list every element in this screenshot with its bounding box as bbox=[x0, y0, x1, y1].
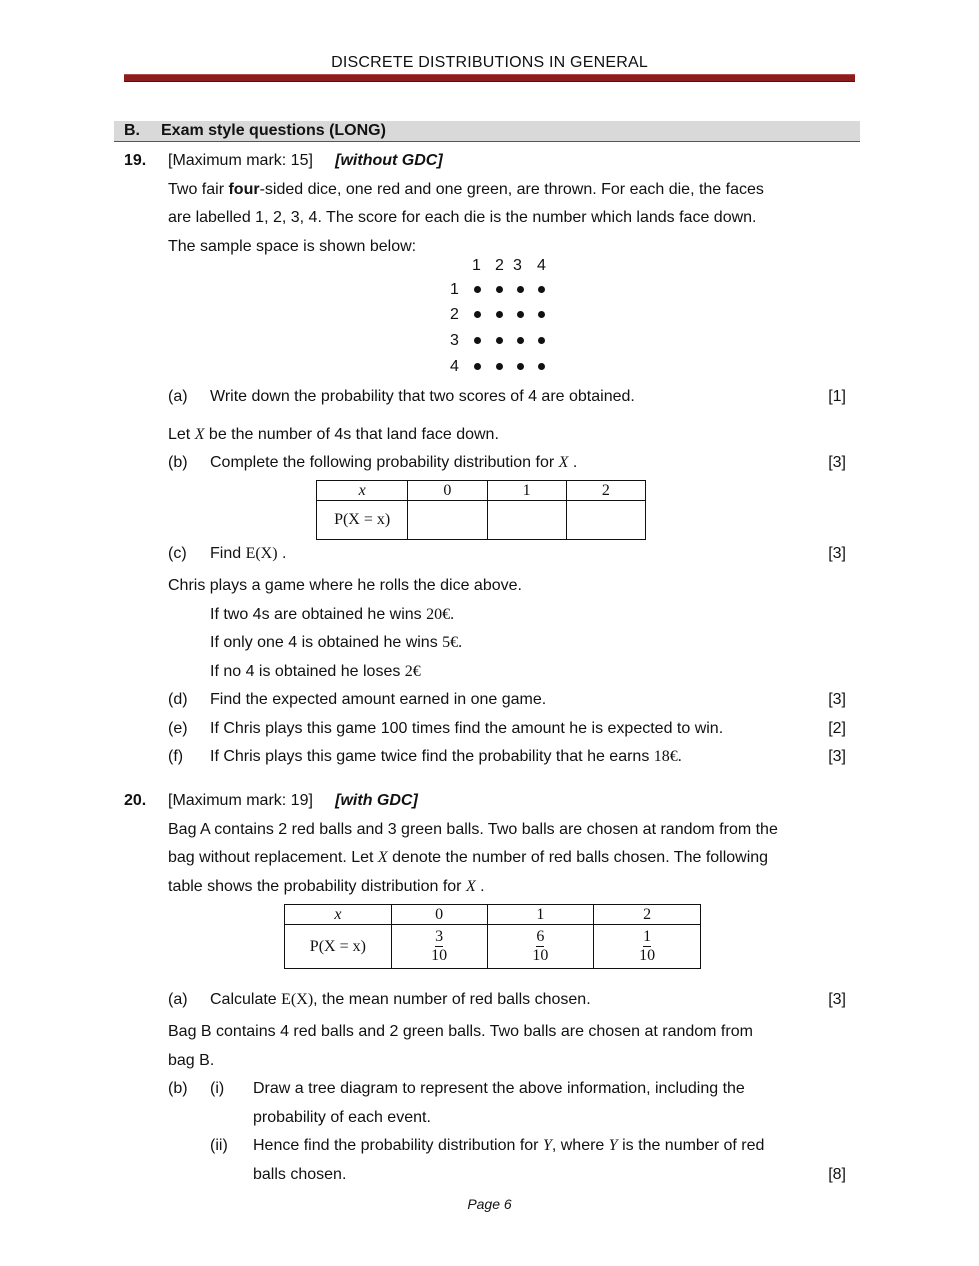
rule-text: If no 4 is obtained he loses bbox=[210, 663, 405, 680]
intro-bold: four bbox=[228, 181, 260, 198]
intro-part: Two fair bbox=[168, 181, 229, 198]
gdc-note: [with GDC] bbox=[335, 792, 418, 809]
part-text-part: , the mean number of red balls chosen. bbox=[313, 991, 591, 1008]
question-header bbox=[168, 151, 443, 171]
table-value: 2 bbox=[566, 481, 645, 501]
max-mark: [Maximum mark: 19] bbox=[168, 792, 313, 809]
part-text bbox=[210, 990, 591, 1010]
grid-dot bbox=[517, 337, 524, 344]
intro-line bbox=[168, 848, 768, 868]
let-part: be the number of 4s that land face down. bbox=[204, 426, 499, 443]
grid-dot bbox=[496, 311, 503, 318]
marks: [3] bbox=[828, 545, 846, 562]
part-text-part: Find bbox=[210, 545, 246, 562]
table-prob-cell bbox=[487, 925, 594, 969]
grid-row-label: 2 bbox=[450, 306, 459, 323]
math-var: X bbox=[377, 849, 388, 866]
table-prob-cell bbox=[594, 925, 701, 969]
rule-text: If only one 4 is obtained he wins bbox=[210, 634, 443, 651]
fraction-denominator: 10 bbox=[639, 946, 656, 964]
part-label: (c) bbox=[168, 545, 187, 562]
rule-text: If two 4s are obtained he wins bbox=[210, 606, 427, 623]
grid-col-label: 4 bbox=[537, 257, 546, 274]
part-text bbox=[210, 747, 682, 767]
grid-col-label: 3 bbox=[513, 257, 522, 274]
intro-part: table shows the probability distribution for bbox=[168, 878, 466, 895]
grid-dot bbox=[496, 363, 503, 370]
part-text: Find the expected amount earned in one game. bbox=[210, 691, 547, 708]
part-text-part: . bbox=[277, 545, 287, 562]
part-text-part: . bbox=[568, 454, 578, 471]
grid-dot bbox=[517, 311, 524, 318]
marks: [3] bbox=[828, 691, 846, 708]
table-value: 0 bbox=[391, 905, 487, 925]
marks: [1] bbox=[828, 388, 846, 405]
table-value: 2 bbox=[594, 905, 701, 925]
header-rule bbox=[124, 74, 855, 82]
part-text: If Chris plays this game 100 times find the amount he is expected to win. bbox=[210, 720, 724, 737]
subpart-text-part: , where bbox=[551, 1137, 609, 1154]
intro-line bbox=[168, 877, 485, 897]
subpart-text: probability of each event. bbox=[253, 1109, 431, 1126]
game-rule bbox=[210, 605, 454, 625]
part-label: (a) bbox=[168, 388, 188, 405]
table-blank-cell bbox=[408, 501, 487, 540]
subpart-label: (ii) bbox=[210, 1137, 228, 1154]
math-var: Y bbox=[608, 1137, 618, 1154]
section-title: Exam style questions (LONG) bbox=[161, 122, 386, 139]
grid-dot bbox=[496, 286, 503, 293]
table-value: 1 bbox=[487, 905, 594, 925]
grid-dot bbox=[474, 311, 481, 318]
marks: [3] bbox=[828, 748, 846, 765]
part-label: (d) bbox=[168, 691, 188, 708]
grid-dot bbox=[474, 286, 481, 293]
grid-dot bbox=[538, 311, 545, 318]
question-header bbox=[168, 791, 418, 811]
rule-amount: 20€. bbox=[426, 606, 455, 623]
game-rule bbox=[210, 662, 421, 682]
probability-table bbox=[316, 480, 646, 540]
game-rule bbox=[210, 633, 462, 653]
grid-col-label: 2 bbox=[495, 257, 504, 274]
part-label: (f) bbox=[168, 748, 184, 765]
part-label: (b) bbox=[168, 454, 188, 471]
bag-b-line: bag B. bbox=[168, 1052, 215, 1069]
grid-row-label: 3 bbox=[450, 332, 459, 349]
marks: [8] bbox=[828, 1166, 846, 1183]
section-bar bbox=[114, 121, 860, 142]
intro-line: are labelled 1, 2, 3, 4. The score for each die is the number which lands face down. bbox=[168, 209, 757, 226]
let-line bbox=[168, 425, 499, 445]
grid-dot bbox=[496, 337, 503, 344]
part-text-part: If Chris plays this game twice find the probability that he earns bbox=[210, 748, 654, 765]
question-number: 19. bbox=[124, 152, 147, 169]
math-var: X bbox=[558, 454, 569, 471]
fraction-denominator: 10 bbox=[532, 946, 549, 964]
subpart-text: Draw a tree diagram to represent the above information, including the bbox=[253, 1080, 745, 1097]
intro-part: denote the number of red balls chosen. The following bbox=[387, 849, 769, 866]
section-letter: B. bbox=[124, 122, 140, 139]
table-value: 1 bbox=[487, 481, 566, 501]
table-prob-cell bbox=[391, 925, 487, 969]
question-number: 20. bbox=[124, 792, 147, 809]
subpart-text-part: Hence find the probability distribution for bbox=[253, 1137, 543, 1154]
intro-line: The sample space is shown below: bbox=[168, 238, 417, 255]
fraction-numerator: 3 bbox=[435, 927, 444, 945]
math-var: X bbox=[465, 878, 476, 895]
marks: [3] bbox=[828, 991, 846, 1008]
table-header-p: P(X = x) bbox=[317, 501, 408, 540]
page-number: Page 6 bbox=[467, 1196, 512, 1212]
rule-amount: 2€ bbox=[404, 663, 421, 680]
intro-line bbox=[168, 180, 764, 200]
subpart-text: balls chosen. bbox=[253, 1166, 347, 1183]
part-text-part: Complete the following probability distribution for bbox=[210, 454, 559, 471]
intro-part: bag without replacement. Let bbox=[168, 849, 378, 866]
part-text bbox=[210, 544, 286, 564]
grid-dot bbox=[474, 337, 481, 344]
game-intro: Chris plays a game where he rolls the dice above. bbox=[168, 577, 522, 594]
fraction-denominator: 10 bbox=[431, 946, 448, 964]
table-value: 0 bbox=[408, 481, 487, 501]
subpart-text-part: is the number of red bbox=[617, 1137, 765, 1154]
grid-dot bbox=[517, 286, 524, 293]
marks: [2] bbox=[828, 720, 846, 737]
grid-dot bbox=[538, 286, 545, 293]
part-text: Write down the probability that two scores of 4 are obtained. bbox=[210, 388, 635, 405]
fraction-numerator: 6 bbox=[536, 927, 545, 945]
let-part: Let bbox=[168, 426, 195, 443]
table-blank-cell bbox=[487, 501, 566, 540]
grid-dot bbox=[517, 363, 524, 370]
max-mark: [Maximum mark: 15] bbox=[168, 152, 313, 169]
table-header-p: P(X = x) bbox=[285, 925, 392, 969]
subpart-label: (i) bbox=[210, 1080, 225, 1097]
intro-line: Bag A contains 2 red balls and 3 green balls. Two balls are chosen at random from the bbox=[168, 821, 778, 838]
rule-amount: 5€. bbox=[442, 634, 463, 651]
math-expr: E(X) bbox=[245, 545, 278, 562]
grid-dot bbox=[474, 363, 481, 370]
probability-table bbox=[284, 904, 701, 969]
part-label: (e) bbox=[168, 720, 188, 737]
part-label: (b) bbox=[168, 1080, 188, 1097]
grid-dot bbox=[538, 363, 545, 370]
bag-b-line: Bag B contains 4 red balls and 2 green balls. Two balls are chosen at random from bbox=[168, 1023, 753, 1040]
fraction-numerator: 1 bbox=[643, 927, 652, 945]
math-var: X bbox=[194, 426, 205, 443]
subpart-text bbox=[253, 1136, 764, 1156]
intro-part: . bbox=[475, 878, 485, 895]
math-var: Y bbox=[542, 1137, 552, 1154]
marks: [3] bbox=[828, 454, 846, 471]
grid-row-label: 1 bbox=[450, 281, 459, 298]
fraction bbox=[639, 929, 655, 964]
math-expr: E(X) bbox=[281, 991, 314, 1008]
grid-col-label: 1 bbox=[472, 257, 481, 274]
gdc-note: [without GDC] bbox=[335, 152, 443, 169]
table-header-x: x bbox=[285, 905, 392, 925]
part-label: (a) bbox=[168, 991, 188, 1008]
table-blank-cell bbox=[566, 501, 645, 540]
fraction bbox=[431, 929, 447, 964]
fraction bbox=[532, 929, 548, 964]
page-header: DISCRETE DISTRIBUTIONS IN GENERAL bbox=[331, 54, 648, 71]
grid-dot bbox=[538, 337, 545, 344]
part-text bbox=[210, 453, 577, 473]
part-text-part: Calculate bbox=[210, 991, 282, 1008]
intro-part: -sided dice, one red and one green, are thrown. For each die, the faces bbox=[259, 181, 764, 198]
grid-row-label: 4 bbox=[450, 358, 459, 375]
rule-amount: 18€. bbox=[653, 748, 682, 765]
table-header-x: x bbox=[317, 481, 408, 501]
